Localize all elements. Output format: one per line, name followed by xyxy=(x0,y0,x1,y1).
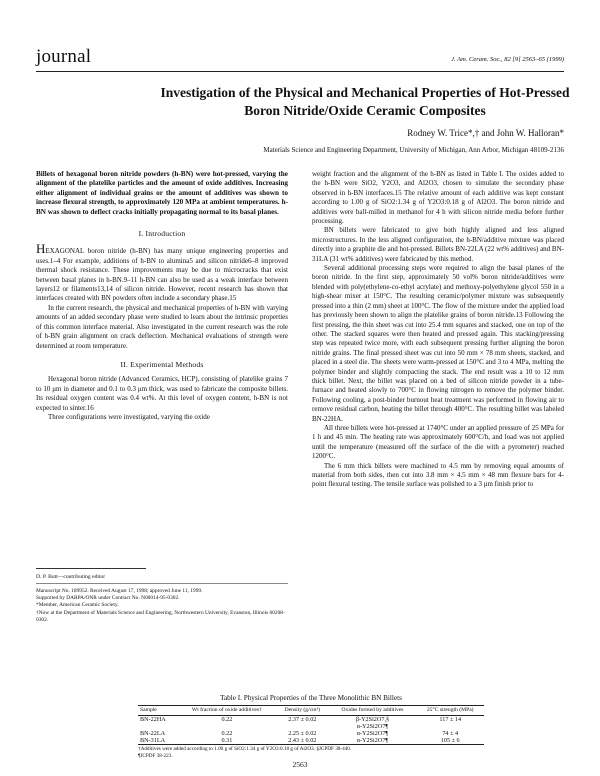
page-number: 2563 xyxy=(292,760,308,769)
cell-strength: 74 ± 4 xyxy=(442,730,459,737)
cell-sample: BN-31LA xyxy=(140,737,166,745)
intro-paragraph-1-text: EXAGONAL boron nitride (h-BN) has many unique engineering properties and uses.1–4 For example, additions of h-BN to alumina5 and silicon nitride6–8 improved thermal shock resistance. These improvements may be due to microcracks that exist between basal planes in h-BN.9–11 h-BN can also be used as a weak interface between layers12 or filaments13,14 of silicon nitride. However, recent research has shown that interfaces created with BN powders often include a secondary phase.15 xyxy=(36,247,288,303)
footnote-divider xyxy=(36,583,288,584)
cell-strength: 105 ± 6 xyxy=(440,737,460,745)
right-paragraph-1: weight fraction and the alignment of the h-BN as listed in Table I. The oxides added to the h-BN were SiO2, Y2O3, and Al2O3, chosen to simulate the secondary phase observed in h-BN interfaces.15 The relative amount of each additive was kept constant according to 1.00 g of SiO2:1.34 g of Y2O3:0.18 g of Al2O3. The boron nitride and additives were ball-milled in methanol for 4 h with silicon nitride media before further processing. xyxy=(312,170,564,226)
right-paragraph-2: BN billets were fabricated to give both highly aligned and less aligned microstructures. In the less aligned configuration, the h-BN/additive mixture was placed directly into a graphite die and hot-pressed. Billets BN-22LA (22 wt% additives) and BN-31LA (31 wt% additives) were fabricated by this method. xyxy=(312,226,564,263)
affiliation: Materials Science and Engineering Department, University of Michigan, Ann Arbor, Michigan 48109-2136 xyxy=(263,146,564,154)
journal-reference: J. Am. Ceram. Soc., 82 [9] 2563–65 (1999) xyxy=(451,56,564,63)
footnote-member: *Member, American Ceramic Society. xyxy=(36,602,119,609)
cell-oxides: α-Y2Si2O7¶ xyxy=(356,737,389,745)
article-title: Investigation of the Physical and Mechanical Properties of Hot-Pressed Boron Nitride/Oxide Ceramic Composites xyxy=(160,85,570,118)
header-oxides: Oxides formed by additives xyxy=(341,707,404,713)
footnote-support: Supported by DARPA/ONR under Contract No. N00014-95-0302. xyxy=(36,595,180,602)
footnote-manuscript: Manuscript No. 189952. Received August 17, 1998; approved June 11, 1999. xyxy=(36,588,203,594)
right-paragraph-3: Several additional processing steps were required to align the basal planes of the boron nitride. In the first step, approximately 50 vol% boron nitride/additives were blended with poly(ethylene-co-ethyl acrylate) and methoxy-polyethylene glycol 550 in a high-shear mixer at 150°C. The resulting ceramic/polymer mixture was subsequently pressed into a thin (2 mm) sheet at 100°C. The flow of the mixture under the applied load has previously been shown to align the platelike grains of boron nitride.13 Following the first pressing, the thin sheet was cut into 25.4 mm squares and stacked, one on top of the other. The stacked squares were then heated and pressed again. This stacking/pressing step was repeated twice more, with each subsequent pressing further aligning the boron nitride grains. The final pressed sheet was cut into 50 mm × 78 mm sheets, stacked, and placed in a steel die. The sheets were warm-pressed at 150°C and 3 to 4 MPa, melting the polymer binder and slightly compacting the stack. The end result was a 10 to 12 mm thick billet. Next, the billet was placed on a bed of silicon nitride powder in a tube-furnace and heated slowly to 700°C in flowing nitrogen to remove the polymer binder. Following cooling, a post-binder burnout heat treatment was performed in flowing air to remove residual carbon, heating the billet through 400°C. The resulting billet was labeled BN-22HA. xyxy=(312,264,564,423)
header-sample: Sample xyxy=(140,707,157,713)
table-header-row xyxy=(138,706,484,716)
table-notes xyxy=(138,746,484,759)
introduction-heading: I. Introduction xyxy=(138,229,186,239)
right-column xyxy=(312,170,564,490)
intro-paragraph-2: In the current research, the physical and mechanical properties of h-BN with varying amounts of an added secondary phase were studied to learn about the intrinsic properties of this common interface material. Also investigated in the current research was the role of h-BN grain alignment on crack deflection. Mechanical evaluations of strength were determined at room temperature. xyxy=(36,303,288,350)
cell-wt: 0.31 xyxy=(221,737,233,745)
journal-logo: journal xyxy=(36,46,92,67)
cell-sample: BN-22LA xyxy=(140,730,166,737)
properties-table xyxy=(138,705,484,745)
right-paragraph-4: All three billets were hot-pressed at 1740°C under an applied pressure of 25 MPa for 1 h and 45 min. The heating rate was approximately 600°C/h, and load was not applied until the temperature (measured off the surface of the die with a pyrometer) reached 1200°C. xyxy=(312,423,564,461)
cell-oxides: α-Y2Si2O7¶ xyxy=(356,730,389,737)
header-wt-fraction: Wt fraction of oxide additives† xyxy=(191,707,262,713)
intro-paragraph-1 xyxy=(36,241,288,303)
table-note-1: †Additives were added according to 1.00 g of SiO2:1.34 g of Y2O3:0.18 g of Al2O3. §JCPDF 38-440. xyxy=(138,746,352,753)
cell-sample: BN-22HA xyxy=(140,715,166,723)
table-row xyxy=(138,715,484,730)
authors: Rodney W. Trice*,† and John W. Halloran* xyxy=(407,128,564,138)
experimental-paragraph-2: Three configurations were investigated, varying the oxide xyxy=(48,412,210,421)
header-rule xyxy=(36,71,564,72)
right-paragraph-5: The 6 mm thick billets were machined to 4.5 mm by removing equal amounts of material from both sides, then cut into 3.8 mm × 4.5 mm × 48 mm flexure bars for 4-point flexural testing. The tensile surface was polished to a 3 μm finish prior to xyxy=(312,461,564,489)
cell-wt: 0.22 xyxy=(221,715,233,723)
cell-oxides xyxy=(329,715,417,730)
cell-density: 2.43 ± 0.02 xyxy=(288,737,317,745)
footnote-rule xyxy=(36,568,146,569)
table-row xyxy=(138,737,484,745)
experimental-heading: II. Experimental Methods xyxy=(120,359,204,369)
left-column xyxy=(36,170,288,422)
drop-cap: H xyxy=(36,241,46,257)
abstract: Billets of hexagonal boron nitride powders (h-BN) were hot-pressed, varying the alignment of the platelike particles and the amount of oxide additives. Increasing either alignment of individual grains or the amount of additives was shown to increase flexural strength, to approximately 120 MPa at ambient temperatures. h-BN was shown to deflect cracks initially propagating normal to its basal planes. xyxy=(36,170,288,216)
table-row xyxy=(138,730,484,737)
cell-oxides-line-2: α-Y2Si2O7¶ xyxy=(356,722,389,730)
footnotes xyxy=(36,588,288,624)
table-1 xyxy=(138,694,484,759)
footnote-now-at: †Now at the Department of Materials Science and Engineering, Northwestern University, Evanston, Illinois 60208-0302. xyxy=(36,609,285,623)
header-density: Density (g/cm³) xyxy=(284,707,321,713)
header-strength: 25°C strength (MPa) xyxy=(426,707,474,713)
cell-density: 2.25 ± 0.02 xyxy=(288,730,317,737)
cell-strength: 117 ± 14 xyxy=(439,715,462,723)
cell-density: 2.37 ± 0.02 xyxy=(288,715,317,723)
cell-oxides-line-1: β-Y2Si2O7,§ xyxy=(355,715,390,723)
table-note-2: ¶JCPDF 38-223. xyxy=(138,752,173,759)
cell-wt: 0.22 xyxy=(221,730,233,737)
experimental-paragraph-1: Hexagonal boron nitride (Advanced Ceramics, HCP), consisting of platelike grains 7 to 10 μm in diameter and 0.1 to 0.3 μm thick, was used to fabricate the composite billets. Its residual oxygen content was 0.4 wt%. At this level of oxygen content, h-BN is not expected to sinter.16 xyxy=(36,375,288,412)
contributing-editor: D. P. Butt—contributing editor xyxy=(36,574,106,580)
table-caption: Table I. Physical Properties of the Three Monolithic BN Billets xyxy=(220,694,402,702)
